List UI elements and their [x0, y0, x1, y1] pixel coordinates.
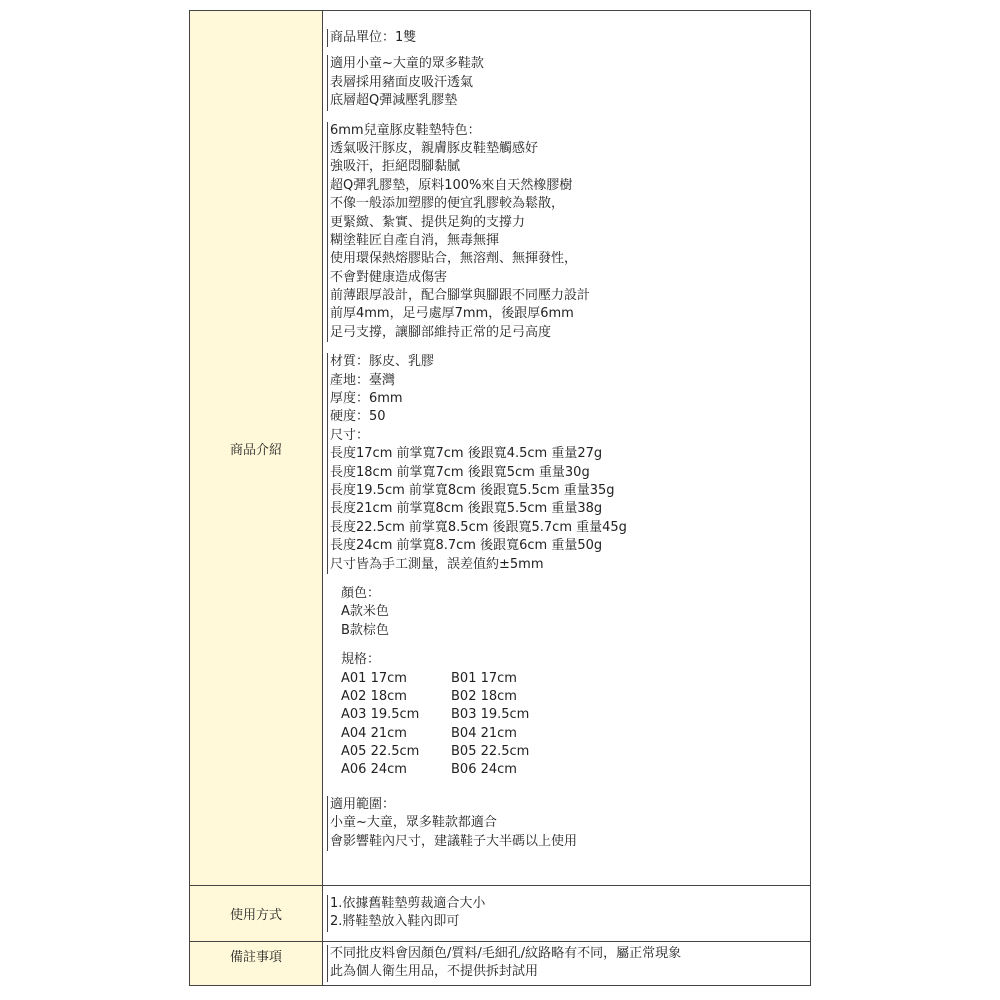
usage-row — [189, 886, 811, 942]
intro-row — [189, 10, 811, 886]
feature-line: 前厚4mm，足弓處厚7mm，後跟厚6mm — [330, 306, 574, 322]
feature-line: 糊塗鞋匠自產自消，無毒無揮 — [330, 232, 500, 248]
size-line: 長度19.5cm 前掌寬8cm 後跟寬5.5cm 重量35g — [330, 482, 615, 498]
spec-row — [341, 706, 806, 724]
feature-line: 不像一般添加塑膠的便宜乳膠較為鬆散， — [330, 196, 565, 212]
size-line: 長度17cm 前掌寬7cm 後跟寬4.5cm 重量27g — [330, 446, 603, 462]
feature-line: 足弓支撐，讓腳部維持正常的足弓高度 — [330, 324, 552, 340]
spec-b-item: B01 17cm — [451, 670, 517, 686]
hardness-line: 硬度：50 — [330, 409, 386, 425]
suit-line: 底層超Q彈減壓乳膠墊 — [330, 93, 458, 109]
spec-a-item: A02 18cm — [341, 688, 407, 704]
usage-content — [323, 886, 811, 942]
spec-row — [341, 670, 806, 688]
feature-line: 不會對健康造成傷害 — [330, 269, 448, 285]
size-title: 尺寸： — [330, 427, 370, 443]
size-line: 長度24cm 前掌寬8.7cm 後跟寬6cm 重量50g — [330, 538, 603, 554]
spec-b-item: B04 21cm — [451, 725, 517, 741]
suit-line: 表層採用豬面皮吸汗透氣 — [330, 74, 474, 90]
colors-title: 顏色： — [341, 585, 381, 601]
usage-label: 使用方式 — [189, 886, 323, 942]
range-line: 小童~大童，眾多鞋款都適合 — [330, 815, 497, 831]
colors-block — [327, 585, 806, 640]
notes-row — [189, 942, 811, 986]
feature-line: 透氣吸汗豚皮，親膚豚皮鞋墊觸感好 — [330, 140, 539, 156]
color-option: A款米色 — [341, 604, 389, 620]
spec-b-item: B02 18cm — [451, 688, 517, 704]
intro-label: 商品介紹 — [189, 10, 323, 886]
feature-line: 使用環保熱熔膠貼合，無溶劑、無揮發性， — [330, 251, 578, 267]
notes-line: 不同批皮料會因顏色/質料/毛細孔/紋路略有不同，屬正常現象 — [330, 946, 682, 961]
spec-b-item: B05 22.5cm — [451, 744, 530, 760]
range-line: 會影響鞋內尺寸，建議鞋子大半碼以上使用 — [330, 833, 578, 849]
size-line: 長度18cm 前掌寬7cm 後跟寬5cm 重量30g — [330, 464, 590, 480]
usage-line: 2.將鞋墊放入鞋內即可 — [330, 914, 460, 930]
spec-b-item: B06 24cm — [451, 762, 517, 778]
feature-line: 超Q彈乳膠墊，原料100%來自天然橡膠樹 — [330, 177, 573, 193]
color-option: B款棕色 — [341, 622, 389, 638]
origin-line: 產地：臺灣 — [330, 372, 396, 388]
usage-line: 1.依據舊鞋墊剪裁適合大小 — [330, 896, 486, 911]
range-title: 適用範圍： — [330, 796, 396, 812]
suit-line: 適用小童~大童的眾多鞋款 — [330, 56, 484, 72]
notes-content — [323, 942, 811, 986]
spec-row — [341, 725, 806, 743]
suit-block — [327, 55, 806, 110]
specs-info-block — [327, 353, 806, 574]
range-block — [327, 796, 806, 851]
spec-row — [341, 688, 806, 706]
features-block — [327, 122, 806, 343]
product-info-table — [189, 10, 811, 986]
size-line: 長度21cm 前掌寬8cm 後跟寬5.5cm 重量38g — [330, 501, 603, 517]
thickness-line: 厚度：6mm — [330, 391, 403, 407]
spec-b-item: B03 19.5cm — [451, 707, 530, 723]
spec-a-item: A01 17cm — [341, 670, 407, 686]
size-line: 長度22.5cm 前掌寬8.5cm 後跟寬5.7cm 重量45g — [330, 519, 627, 535]
intro-content — [323, 10, 811, 886]
notes-line: 此為個人衛生用品，不提供拆封試用 — [330, 964, 539, 980]
feature-line: 更緊緻、紮實、提供足夠的支撐力 — [330, 214, 526, 230]
spec-a-item: A05 22.5cm — [341, 744, 420, 760]
spec-a-item: A04 21cm — [341, 725, 407, 741]
spec-row — [341, 761, 806, 779]
spec-a-item: A03 19.5cm — [341, 707, 420, 723]
spec-a-item: A06 24cm — [341, 762, 407, 778]
feature-line: 強吸汗，拒絕悶腳黏膩 — [330, 159, 461, 175]
size-note: 尺寸皆為手工測量，誤差值約±5mm — [330, 556, 544, 572]
feature-line: 前薄跟厚設計，配合腳掌與腳跟不同壓力設計 — [330, 288, 591, 304]
spec-row — [341, 743, 806, 761]
unit-text: 商品單位：1雙 — [327, 29, 806, 47]
spec-block — [327, 651, 806, 780]
features-title: 6mm兒童豚皮鞋墊特色： — [330, 122, 481, 138]
material-line: 材質：豚皮、乳膠 — [330, 354, 435, 370]
notes-label: 備註事項 — [189, 942, 323, 986]
spec-title: 規格： — [341, 652, 381, 668]
